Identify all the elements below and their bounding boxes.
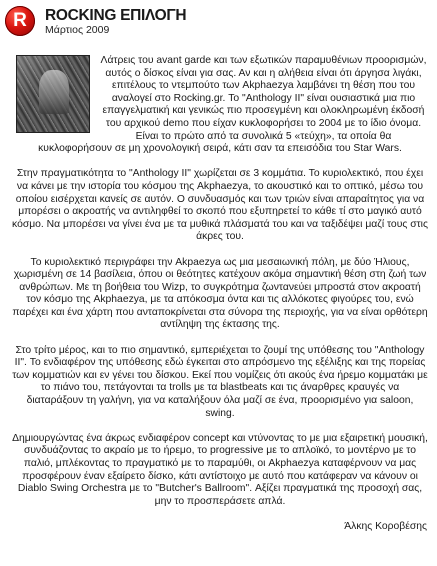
logo-letter: R (13, 10, 27, 31)
article-body (11, 55, 429, 534)
publish-date: Μάρτιος 2009 (45, 24, 110, 36)
author-name: Άλκης Κοροβέσης (344, 520, 427, 532)
paragraph-1: Λάτρεις του avant garde και των εξωτικών παραμυθένιων προορισμών, αυτός ο δίσκος είναι για σας. Αν και η αλήθεια είναι ότι άργησα λιγάκι, επιτέλους το ντεμπούτο των Akphaezya λαμβάνει τη θέση που του αναλογεί στο Rocking.gr. Το "Anthology II" είναι ουσιαστικά μια πιο επαγγελματική και γενικώς πιο προσεγμένη και ολοκληρωμένη έκδοσή του αρχικού demo που είχαν κυκλοφορήσει το 2004 με το ίδιο όνομα. Είναι το πρώτο από τα συνολικά 5 «τεύχη», τα οποία θα κυκλοφορήσουν σε μη χρονολογική σειρά, κάτι σαν τα επεισόδια του Star Wars. (38, 55, 427, 155)
header (5, 6, 435, 36)
paragraph-3: Το κυριολεκτικό περιγράφει την Akpaezya ως μια μεσαιωνική πόλη, με δύο Ήλιους, χωρισμένη σε 14 βασίλεια, όπου οι θεότητες κατέχουν ακόμα σημαντική θέση στη ζωή των ανθρώπων. Με τη βοήθεια του Wizp, το συγκρότημα ζωντανεύει μπροστά στον ακροατή τον κόσμο της Akphaezya, με τα απόκοσμα όντα και τις αλλόκοτες φιγούρες του, ενώ παρέχει και ένα χάρτη που ανταποκρίνεται στα σύνορα της περιοχής, για να είναι ορθότερη αντίληψη της έκτασης της. (12, 256, 428, 331)
page-title: ROCKING ΕΠΙΛΟΓΗ (45, 7, 187, 24)
album-cover-image (16, 55, 90, 133)
rocking-logo-icon (5, 6, 35, 36)
paragraph-5: Δημιουργώντας ένα άκρως ενδιαφέρον concept και ντύνοντας το με μια εξαιρετική μουσική, συνδυάζοντας το ακραίο με το ήρεμο, το progressive με το απλοϊκό, το μοντέρνο με το παλιό, μπλέκοντας το πραγματικό με το παραμύθι, οι Akphaezya καταφέρνουν να μας προσφέρουν έναν εξαίρετο δίσκο, κάτι αντίστοιχο με αυτό που κατάφεραν να κάνουν οι Diablo Swing Orchestra με το "Butcher's Ballroom". Αξίζει πραγματικά της προσοχή σας, μην το προσπεράσετε απλά. (12, 432, 428, 507)
paragraph-2: Στην πραγματικότητα το "Anthology II" χωρίζεται σε 3 κομμάτια. Το κυριολεκτικό, που έχει να κάνει με την ιστορία του κόσμου της Akphaezya, το ακουστικό και το οπτικό, μέσω του οποίου εισέρχεται κανείς σε αυτόν. Ο συνδυασμός και των τριών είναι απαραίτητος για να μπορέσει ο ακροατής να αντιληφθεί το σκοπό που εξυπηρετεί το κάθε τί στο μαγικό αυτό κόσμο. Να μπορέσει να γίνει ένα με τα μυθικά πλάσματά του και να ταξιδέψει μαζί τους στις άκρες του. (12, 168, 428, 243)
paragraph-4: Στο τρίτο μέρος, και το πιο σημαντικό, εμπεριέχεται το ζουμί της υπόθεσης του "Anthology II". Το ενδιαφέρον της υπόθεσης εδώ έγκειται στο απρόσμενο της εξέλιξης και της πορείας των κομματιών και εν γένει του δίσκου. Εκεί που νομίζεις ότι ακούς ένα ήρεμο κομματάκι με το πιάνο του, πετάγονται τα trolls με τα blastbeats και τις άναρθρες κραυγές να διαταράξουν τη γαλήνη, για να καταλήξουν όλα μαζί σε ένα, προορισμένο για saloon, swing. (12, 344, 428, 419)
